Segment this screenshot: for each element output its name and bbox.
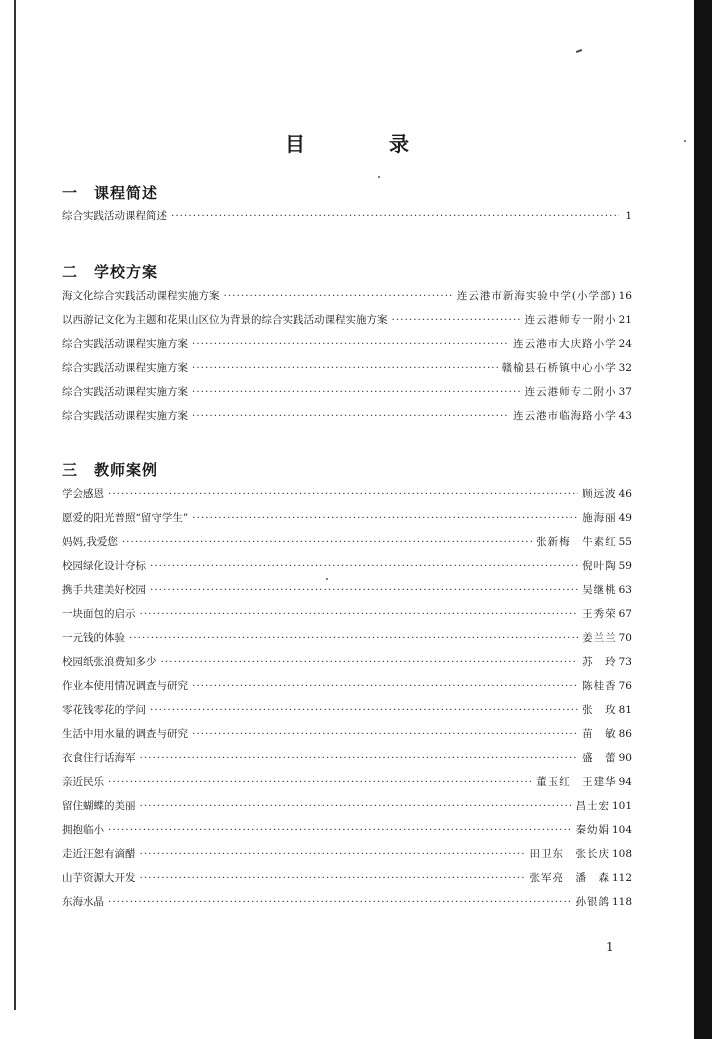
toc-entry[interactable] — [62, 870, 632, 886]
dot-leader — [108, 894, 571, 910]
entry-title: 妈妈,我爱您 — [62, 536, 118, 548]
entry-title: 综合实践活动课程实施方案 — [62, 362, 188, 374]
scan-mark — [576, 49, 582, 53]
entry-author: 连云港师专二附小 — [524, 386, 617, 398]
entry-author: 苗 敏 — [582, 728, 617, 740]
entry-page: 112 — [611, 872, 632, 884]
entry-page: 63 — [618, 584, 632, 596]
entry-title: 综合实践活动课程实施方案 — [62, 410, 188, 422]
entry-author: 连云港市大庆路小学 — [513, 338, 617, 350]
entry-author: 施海丽 — [582, 512, 617, 524]
toc-entry[interactable] — [62, 822, 632, 838]
entry-page: 49 — [618, 512, 632, 524]
scan-speck — [326, 578, 328, 580]
entry-page: 21 — [618, 314, 632, 326]
entry-title: 携手共建美好校园 — [62, 584, 146, 596]
toc-entry[interactable] — [62, 408, 632, 424]
entry-title: 东海水晶 — [62, 896, 104, 908]
dot-leader — [161, 654, 579, 670]
dot-leader — [392, 312, 521, 328]
toc-entry[interactable] — [62, 846, 632, 862]
entry-page: 108 — [611, 848, 632, 860]
scan-speck — [378, 176, 380, 178]
entry-page: 67 — [618, 608, 632, 620]
entry-title: 衣食住行话海军 — [62, 752, 136, 764]
dot-leader — [108, 486, 578, 502]
entry-author: 苏 玲 — [582, 656, 617, 668]
entry-page: 118 — [611, 896, 632, 908]
dot-leader — [150, 702, 578, 718]
toc-entry[interactable] — [62, 654, 632, 670]
entry-author: 张 玫 — [582, 704, 617, 716]
entry-page: 73 — [618, 656, 632, 668]
entry-page: 81 — [618, 704, 632, 716]
entry-page: 86 — [618, 728, 632, 740]
toc-entry[interactable] — [62, 726, 632, 742]
entry-page: 24 — [618, 338, 632, 350]
entry-author: 赣榆县石桥镇中心小学 — [501, 362, 617, 374]
toc-entry[interactable] — [62, 208, 632, 224]
entry-title: 走近汪恕有滴醋 — [62, 848, 136, 860]
entry-author: 倪叶陶 — [582, 560, 617, 572]
page-title: 目 录 — [285, 132, 441, 156]
scan-edge-right — [694, 0, 712, 1039]
entry-author: 孙银鸽 — [575, 896, 610, 908]
toc-entry[interactable] — [62, 360, 632, 376]
entry-page: 76 — [618, 680, 632, 692]
dot-leader — [192, 726, 578, 742]
entry-page: 59 — [618, 560, 632, 572]
section-heading-teacher-cases: 三 教师案例 — [62, 461, 159, 479]
dot-leader — [192, 336, 509, 352]
entry-page: 104 — [611, 824, 632, 836]
entry-title: 亲近民乐 — [62, 776, 104, 788]
entry-title: 一块面包的启示 — [62, 608, 136, 620]
dot-leader — [192, 510, 578, 526]
entry-page: 1 — [625, 210, 632, 222]
dot-leader — [108, 774, 532, 790]
toc-entry[interactable] — [62, 582, 632, 598]
page-number: 1 — [606, 940, 614, 954]
toc-entry[interactable] — [62, 288, 632, 304]
entry-page: 94 — [618, 776, 632, 788]
toc-entry[interactable] — [62, 774, 632, 790]
dot-leader — [140, 798, 572, 814]
entry-page: 37 — [618, 386, 632, 398]
entry-author: 田卫东 张长庆 — [529, 848, 610, 860]
entry-title: 山芋资源大开发 — [62, 872, 136, 884]
entry-author: 姜兰兰 — [582, 632, 617, 644]
dot-leader — [192, 384, 521, 400]
entry-title: 一元钱的体验 — [62, 632, 125, 644]
section-heading-overview: 一 课程简述 — [62, 184, 159, 202]
entry-page: 43 — [618, 410, 632, 422]
toc-entry[interactable] — [62, 558, 632, 574]
toc-entry[interactable] — [62, 702, 632, 718]
entry-title: 海文化综合实践活动课程实施方案 — [62, 290, 220, 302]
dot-leader — [122, 534, 532, 550]
entry-title: 综合实践活动课程简述 — [62, 210, 167, 222]
dot-leader — [129, 630, 578, 646]
entry-title: 留住蝴蝶的美丽 — [62, 800, 136, 812]
entry-page: 16 — [618, 290, 632, 302]
toc-entry[interactable] — [62, 630, 632, 646]
entry-page: 32 — [618, 362, 632, 374]
entry-page: 55 — [618, 536, 632, 548]
entry-author: 秦幼娟 — [575, 824, 610, 836]
dot-leader — [192, 360, 498, 376]
entry-author: 昌士宏 — [575, 800, 610, 812]
entry-title: 愿爱的阳光普照“留守学生” — [62, 512, 189, 524]
entry-title: 综合实践活动课程实施方案 — [62, 386, 188, 398]
dot-leader — [150, 558, 578, 574]
entry-author: 陈桂香 — [582, 680, 617, 692]
dot-leader — [140, 606, 579, 622]
entry-page: 90 — [618, 752, 632, 764]
entry-title: 拥抱临小 — [62, 824, 104, 836]
entry-title: 综合实践活动课程实施方案 — [62, 338, 188, 350]
entry-title: 生活中用水量的调查与研究 — [62, 728, 188, 740]
entry-page: 46 — [618, 488, 632, 500]
entry-author: 盛 蕾 — [582, 752, 617, 764]
entry-author: 张新梅 牛素红 — [536, 536, 617, 548]
entry-author: 连云港市临海路小学 — [513, 410, 617, 422]
toc-entry[interactable] — [62, 486, 632, 502]
toc-entry[interactable] — [62, 798, 632, 814]
toc-entry[interactable] — [62, 336, 632, 352]
entry-title: 作业本使用情况调查与研究 — [62, 680, 188, 692]
entry-title: 学会感恩 — [62, 488, 104, 500]
section-heading-school-plans: 二 学校方案 — [62, 263, 159, 281]
entry-author: 董玉红 王建华 — [536, 776, 617, 788]
dot-leader — [140, 750, 579, 766]
entry-title: 校园绿化设计夺标 — [62, 560, 146, 572]
toc-entry[interactable] — [62, 678, 632, 694]
entry-author: 连云港师专一附小 — [524, 314, 617, 326]
entry-author: 顾远波 — [582, 488, 617, 500]
entry-page: 70 — [618, 632, 632, 644]
dot-leader — [140, 870, 526, 886]
toc-entry[interactable] — [62, 534, 632, 550]
entry-author: 王秀荣 — [582, 608, 617, 620]
entry-title: 以西游记文化为主题和花果山区位为背景的综合实践活动课程实施方案 — [62, 314, 388, 326]
entry-title: 零花钱零花的学问 — [62, 704, 146, 716]
toc-entry[interactable] — [62, 312, 632, 328]
entry-page: 101 — [611, 800, 632, 812]
toc-entry[interactable] — [62, 384, 632, 400]
toc-entry[interactable] — [62, 894, 632, 910]
entry-title: 校园纸张浪费知多少 — [62, 656, 157, 668]
entry-author: 张军亮 潘 森 — [529, 872, 610, 884]
dot-leader — [150, 582, 578, 598]
dot-leader — [192, 678, 578, 694]
dot-leader — [192, 408, 509, 424]
dot-leader — [108, 822, 571, 838]
toc-entry[interactable] — [62, 750, 632, 766]
dot-leader — [171, 208, 619, 224]
toc-entry[interactable] — [62, 510, 632, 526]
entry-author: 连云港市新海实验中学(小学部) — [456, 290, 617, 302]
dot-leader — [140, 846, 526, 862]
dot-leader — [224, 288, 453, 304]
toc-entry[interactable] — [62, 606, 632, 622]
entry-author: 吴继桃 — [582, 584, 617, 596]
